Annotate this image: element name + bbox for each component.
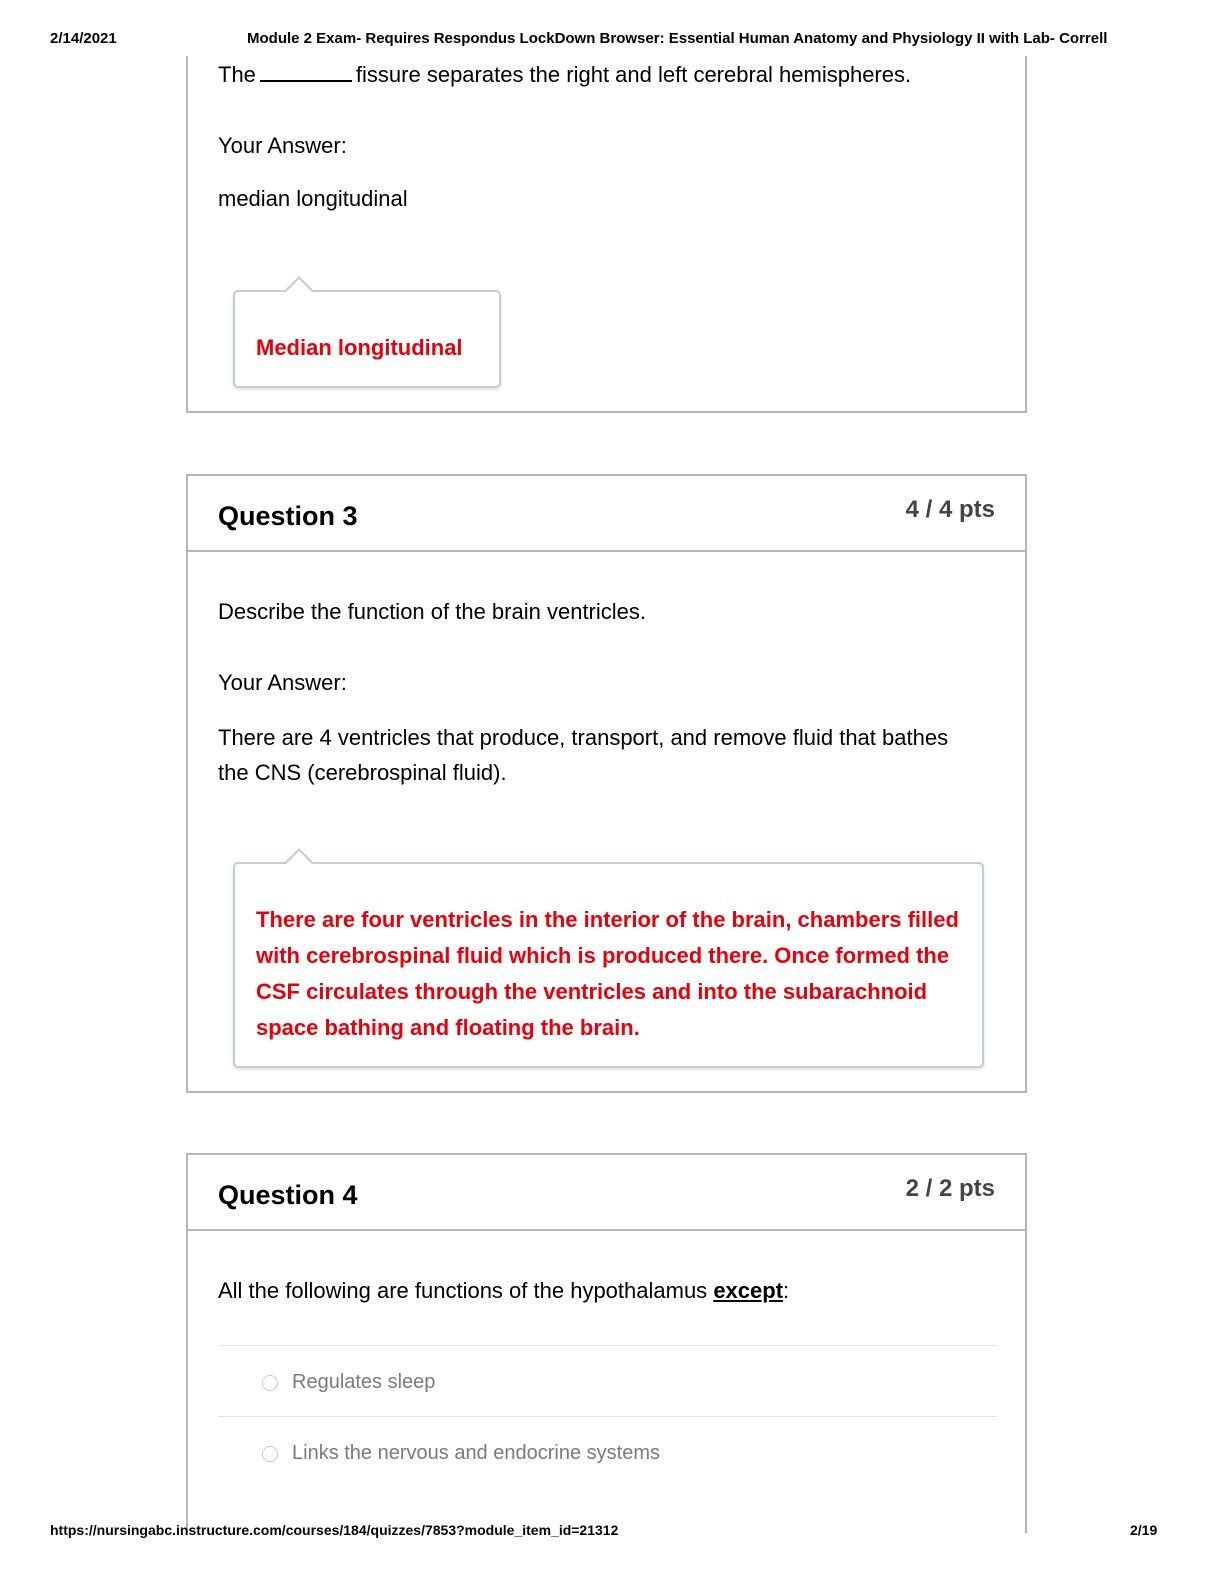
answer-option[interactable]	[262, 1371, 435, 1394]
prompt-emphasis: except	[713, 1278, 784, 1303]
question-points: 4 / 4 pts	[905, 496, 995, 523]
question-3-prompt: Describe the function of the brain ventricles.	[218, 599, 647, 624]
question-4-prompt: All the following are functions of the hypothalamus except:	[218, 1278, 790, 1303]
question-3-card	[186, 474, 1027, 1093]
your-answer-text: There are 4 ventricles that produce, transport, and remove fluid that bathes the CNS (cerebrospinal fluid).	[218, 725, 949, 785]
print-url: https://nursingabc.instructure.com/courses/184/quizzes/7853?module_item_id=21312	[50, 1522, 619, 1538]
print-date: 2/14/2021	[50, 30, 117, 47]
answer-comment-box	[233, 862, 984, 1068]
option-divider	[218, 1345, 997, 1346]
radio-button[interactable]	[262, 1375, 278, 1391]
question-title: Question 4	[218, 1180, 358, 1210]
answer-comment-text: There are four ventricles in the interior of the brain, chambers filled with cerebrospinal fluid which is produced there. Once formed the CSF circulates through the ventricles and into the subarachnoid space bathing and floating the brain.	[256, 907, 959, 1040]
answer-comment-box	[233, 290, 501, 388]
option-divider	[218, 1416, 997, 1417]
print-doc-title: Module 2 Exam- Requires Respondus LockDown Browser: Essential Human Anatomy and Physiology II with Lab- Correll	[247, 30, 1108, 47]
question-4-header	[188, 1155, 1025, 1231]
question-points: 2 / 2 pts	[905, 1175, 995, 1202]
your-answer-text: median longitudinal	[218, 186, 408, 211]
radio-button[interactable]	[262, 1446, 278, 1462]
answer-option-label: Regulates sleep	[292, 1371, 436, 1393]
question-2-prompt: The fissure separates the right and left cerebral hemispheres.	[218, 62, 912, 87]
answer-comment-text: Median longitudinal	[256, 335, 463, 360]
question-3-header	[188, 476, 1025, 552]
question-title: Question 3	[218, 501, 358, 531]
fill-in-blank	[260, 62, 352, 82]
your-answer-label: Your Answer:	[218, 670, 347, 695]
answer-option[interactable]	[262, 1442, 660, 1465]
question-2-card	[186, 56, 1027, 413]
question-4-card	[186, 1153, 1027, 1533]
your-answer-label: Your Answer:	[218, 133, 347, 158]
answer-option-label: Links the nervous and endocrine systems	[292, 1442, 660, 1464]
page-number: 2/19	[1130, 1522, 1158, 1538]
